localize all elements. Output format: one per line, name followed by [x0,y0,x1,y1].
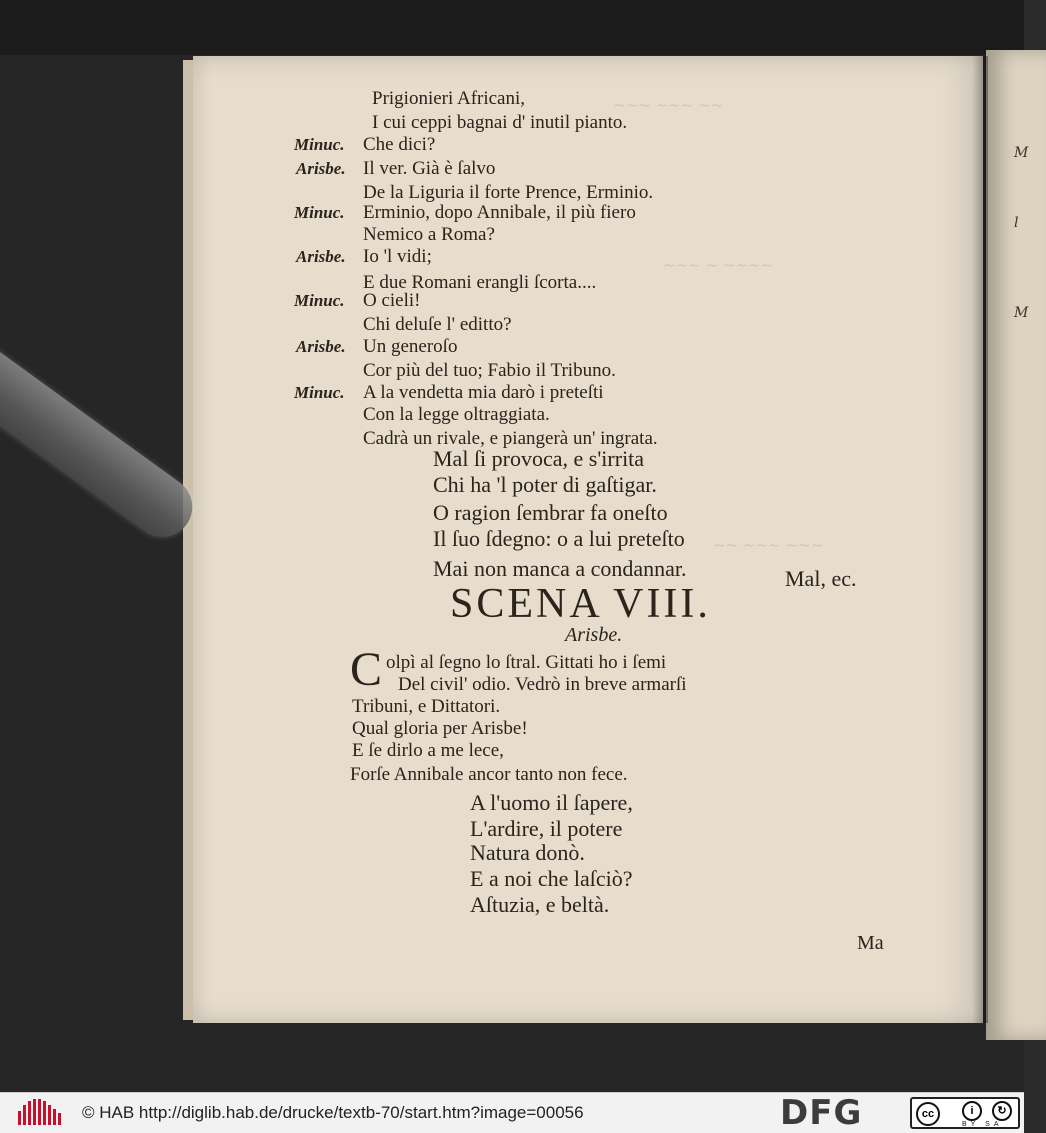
page-holder-strip [0,336,204,549]
dialogue-line: Nemico a Roma? [363,224,495,245]
aria-line: O ragion ſembrar fa oneſto [433,500,668,525]
facing-page-mark: l [1014,215,1019,231]
aria-repeat-mark: Mal, ec. [785,566,857,591]
aria-line: Mai non manca a condannar. [433,556,687,581]
dialogue-line: Cadrà un rivale, e piangerà un' ingrata. [363,428,658,449]
speaker-label: Arisbe. [296,159,346,178]
aria-line: Chi ha 'l poter di gaſtigar. [433,472,657,497]
aria-line: L'ardire, il potere [470,816,623,841]
drop-cap: C [350,643,383,696]
aria-line: E a noi che laſciò? [470,866,633,891]
license-label: BY SA [962,1121,1003,1128]
monologue-line: Qual gloria per Arisbe! [352,718,528,739]
dialogue-line: Cor più del tuo; Fabio il Tribuno. [363,360,616,381]
aria-line: Aſtuzia, e beltà. [470,892,610,917]
cc-icon: cc [916,1102,940,1126]
scene-title: SCENA VIII. [450,581,711,627]
facing-page-edge [986,50,1046,1040]
speaker-label: Minuc. [294,203,345,222]
dialogue-line: Che dici? [363,134,436,155]
dialogue-line: O cieli! [363,290,421,311]
monologue-line: Del civil' odio. Vedrò in breve armarſi [398,674,687,695]
hab-logo-icon[interactable] [18,1099,66,1127]
speaker-label: Minuc. [294,291,345,310]
aria-line: A l'uomo il ſapere, [470,790,633,815]
dialogue-line: De la Liguria il forte Prence, Erminio. [363,182,654,203]
dialogue-line: Io 'l vidi; [363,246,432,267]
aria-line: Natura donò. [470,840,585,865]
speaker-label: Minuc. [294,135,345,154]
monologue-line: E ſe dirlo a me lece, [352,740,504,761]
page-gutter-shadow [972,56,988,1023]
scene-speaker: Arisbe. [565,624,623,646]
dfg-logo[interactable]: DFG [780,1093,863,1133]
cc-license-badge[interactable] [910,1097,1020,1129]
speaker-label: Minuc. [294,383,345,402]
dialogue-line: Un generoſo [363,336,458,357]
aria-line: Mal ſi provoca, e s'irrita [433,446,645,471]
copyright-link[interactable]: © HAB http://diglib.hab.de/drucke/textb-70/start.htm?image=00056 [82,1103,584,1122]
top-shadow [0,0,1024,55]
monologue-line: Tribuni, e Dittatori. [352,696,501,717]
catchword: Ma [857,932,884,954]
dialogue-line: Erminio, dopo Annibale, il più fiero [363,202,636,223]
bleed-through-2: ~~~ ~ ~~~~ [663,256,774,274]
bleed-through-3: ~~ ~~~ ~~~ [713,536,824,554]
footer-bar [0,1092,1024,1133]
dialogue-line: Il ver. Già è ſalvo [363,158,496,179]
facing-page-mark: M [1014,305,1029,321]
bleed-through-1: ~~~ ~~~ ~~ [613,96,724,114]
aria-line: Il ſuo ſdegno: o a lui preteſto [433,526,685,551]
speaker-label: Arisbe. [296,247,346,266]
attribution-icon: i [962,1101,982,1121]
speaker-label: Arisbe. [296,337,346,356]
share-alike-icon: ↻ [992,1101,1012,1121]
dialogue-line: A la vendetta mia darò i preteſti [363,382,604,403]
dialogue-line: E due Romani erangli ſcorta.... [363,272,597,293]
dialogue-line: Chi deluſe l' editto? [363,314,512,335]
facing-page-mark: M [1014,145,1029,161]
dialogue-line: Prigionieri Africani, [372,88,526,109]
dialogue-line: I cui ceppi bagnai d' inutil pianto. [372,112,628,133]
monologue-line: olpì al ſegno lo ſtral. Gittati ho i ſemi [386,652,667,673]
dialogue-line: Con la legge oltraggiata. [363,404,550,425]
monologue-line: Forſe Annibale ancor tanto non fece. [350,764,628,785]
